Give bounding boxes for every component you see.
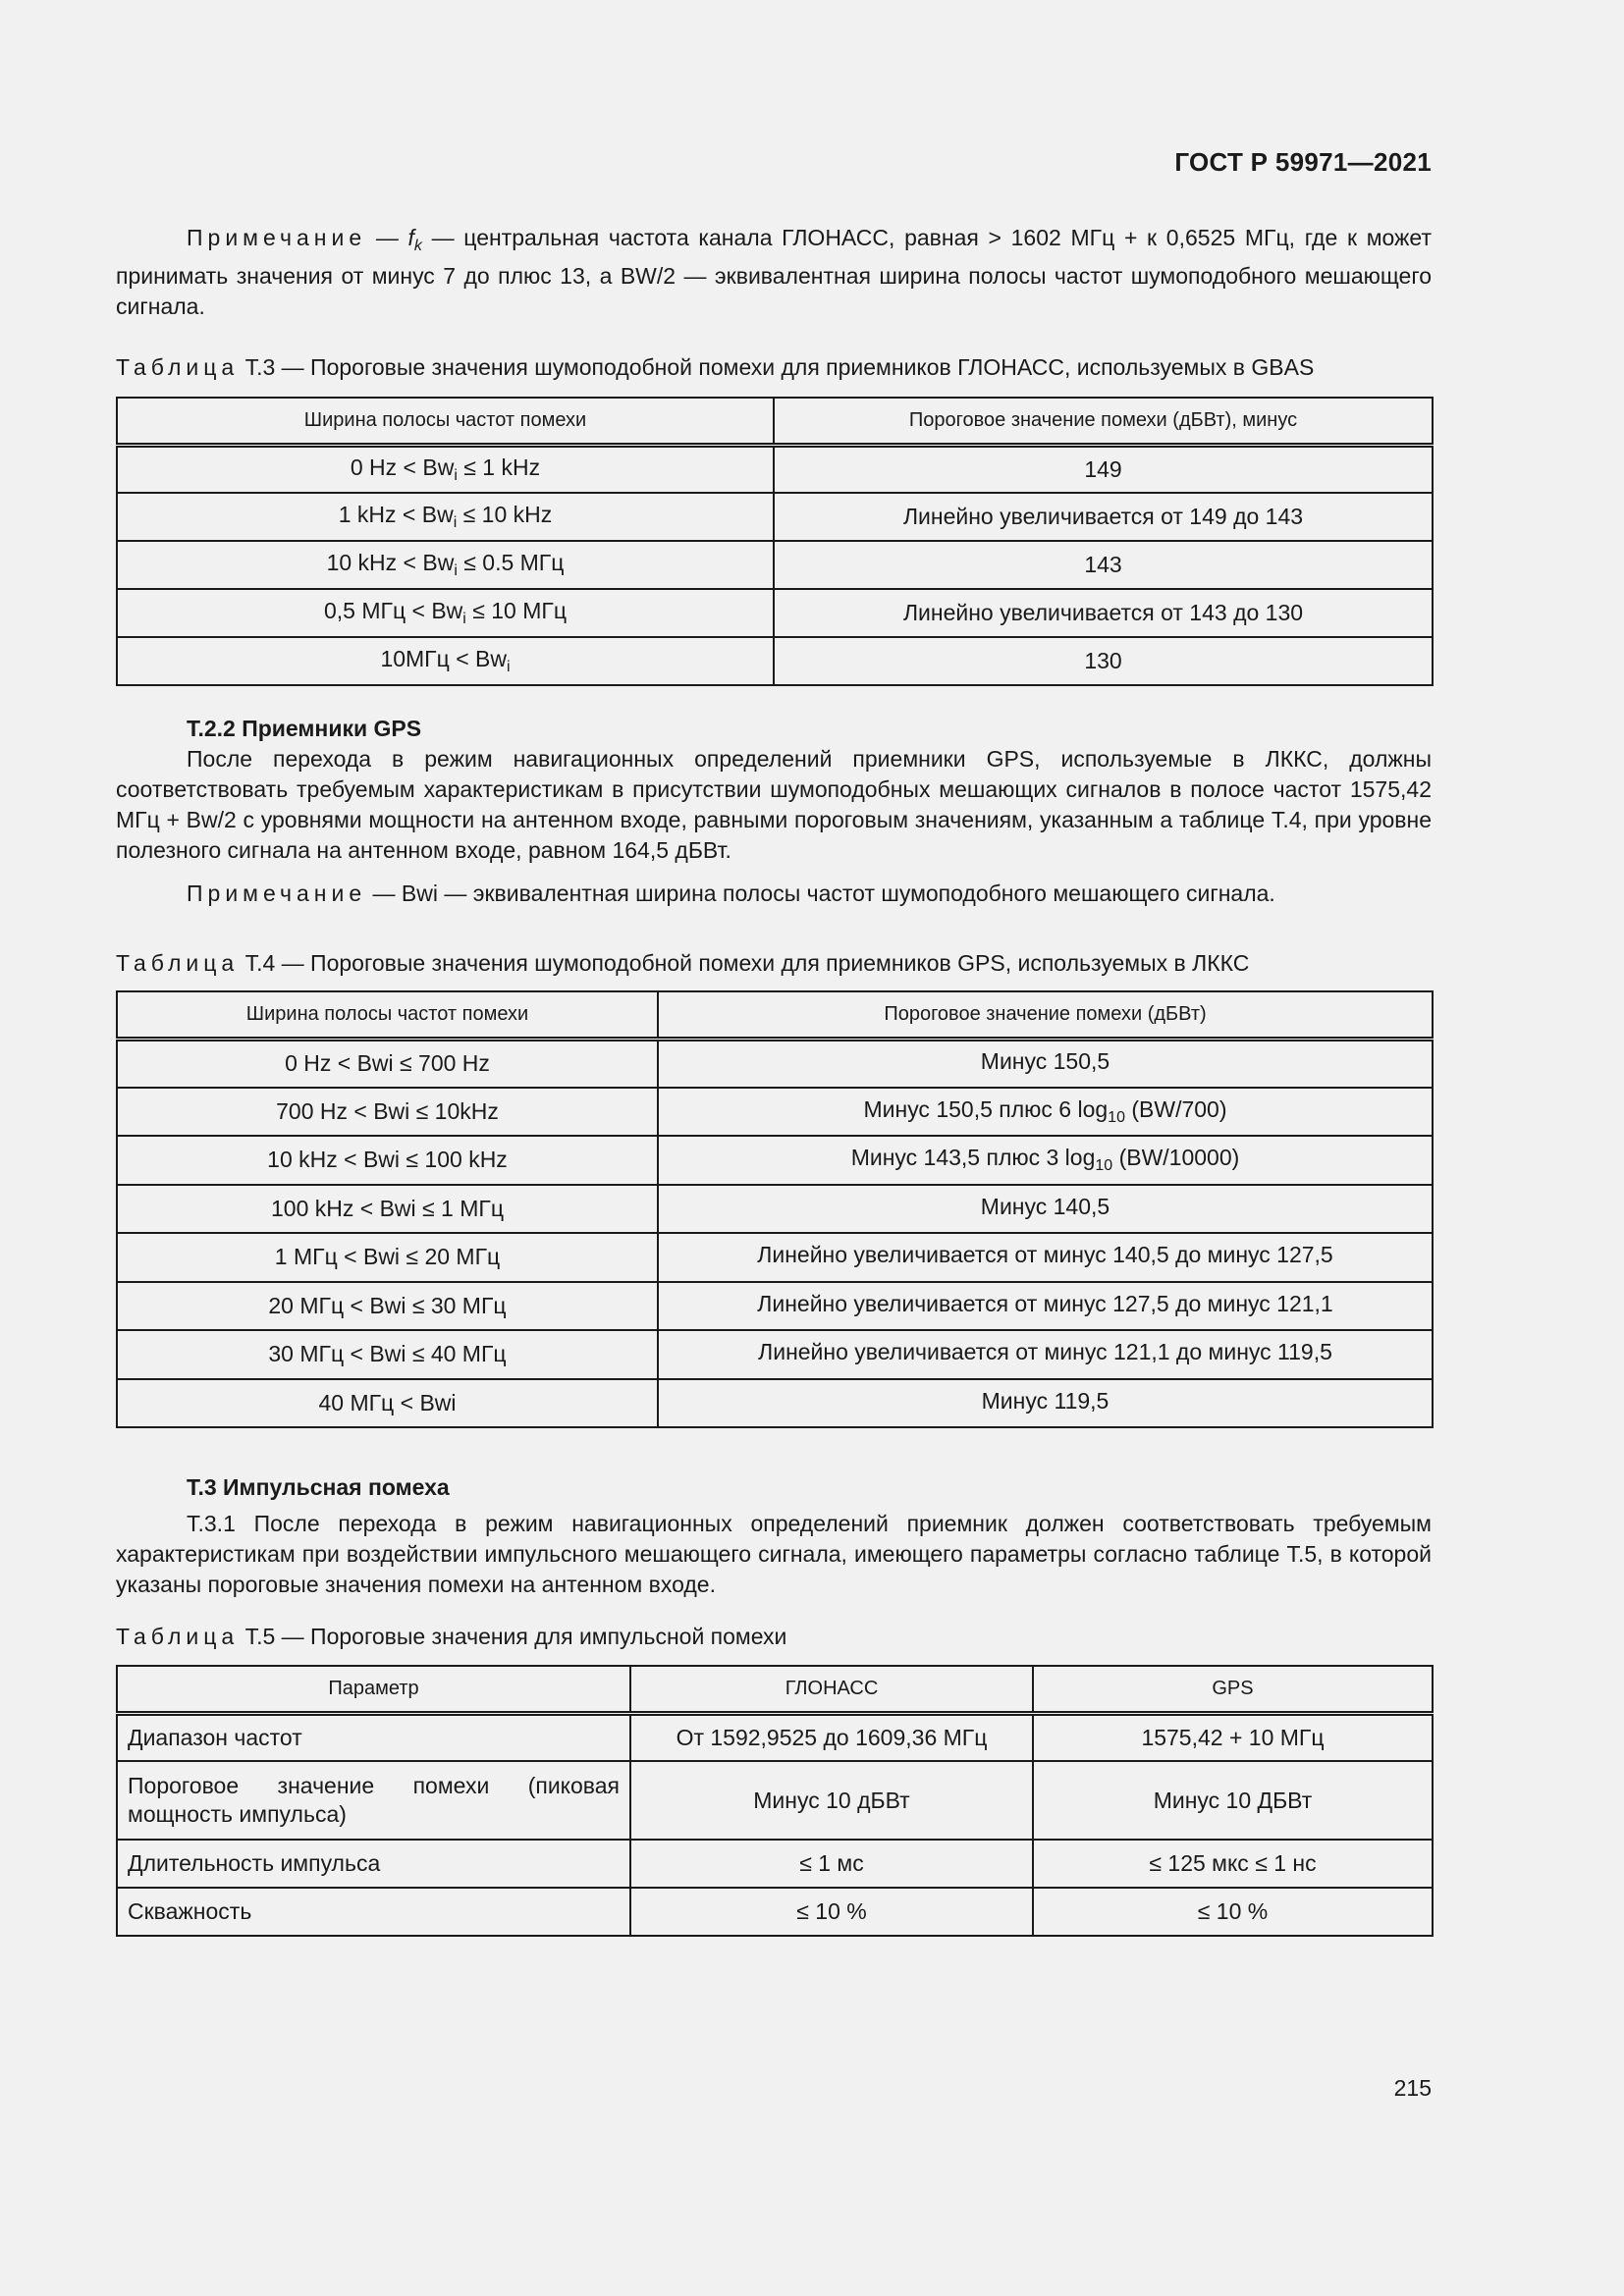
table5-header-glonass: ГЛОНАСС bbox=[630, 1666, 1033, 1713]
table4-header-bandwidth: Ширина полосы частот помехи bbox=[117, 991, 658, 1039]
table3 bbox=[116, 397, 1434, 686]
threshold-cell: Линейно увеличивается от 149 до 143 bbox=[774, 493, 1433, 541]
table4-header-threshold: Пороговое значение помехи (дБВт) bbox=[658, 991, 1433, 1039]
bandwidth-cell: 10 kHz < $Bw_i \le 0.5$ МГц bbox=[117, 541, 774, 589]
table5-header-parameter: Параметр bbox=[117, 1666, 630, 1713]
threshold-cell: 149 bbox=[774, 445, 1433, 493]
table-row bbox=[117, 1185, 1433, 1234]
section-t3-body: Т.3.1 После перехода в режим навигационных определений приемник должен соответствовать требуемым характеристикам при воздействии импульсного мешающего сигнала, имеющего параметры согласно таблице Т.5, в которой указаны пороговые значения помехи на антенном входе. bbox=[116, 1511, 1432, 1597]
threshold-cell: Линейно увеличивается от минус 127,5 до минус 121,1 bbox=[658, 1282, 1433, 1331]
threshold-cell: Минус 150,5 плюс 6 $\log_{10} (BW/700)$ bbox=[658, 1088, 1433, 1137]
table3-caption bbox=[116, 352, 1432, 383]
note-label: Примечание bbox=[187, 881, 367, 906]
threshold-cell: Минус 143,5 плюс 3 $\log_{10} (BW/10000)$ bbox=[658, 1136, 1433, 1185]
bandwidth-cell: 0,5 МГц < $Bw_i \le 10$ МГц bbox=[117, 589, 774, 637]
table-row bbox=[117, 445, 1433, 493]
bandwidth-cell: 1 МГц < Bwi ≤ 20 МГц bbox=[117, 1233, 658, 1282]
caption-label: Таблица bbox=[116, 354, 240, 380]
parameter-cell: Диапазон частот bbox=[117, 1713, 630, 1761]
table5 bbox=[116, 1665, 1434, 1937]
gps-cell: ≤ 10 % bbox=[1033, 1888, 1433, 1936]
threshold-cell: Минус 140,5 bbox=[658, 1185, 1433, 1234]
page-number: 215 bbox=[1393, 2075, 1432, 2101]
glonass-cell: От 1592,9525 до 1609,36 МГц bbox=[630, 1713, 1033, 1761]
section-title-t22: Т.2.2 Приемники GPS bbox=[187, 716, 422, 741]
table-row bbox=[117, 1088, 1433, 1137]
note-dash: — bbox=[366, 225, 408, 250]
bandwidth-cell: 100 kHz < Bwi ≤ 1 МГц bbox=[117, 1185, 658, 1234]
bandwidth-cell: 40 МГц < Bwi bbox=[117, 1379, 658, 1428]
note-label: Примечание bbox=[187, 225, 367, 250]
table5-caption bbox=[116, 1622, 1432, 1652]
note-text: — центральная частота канала ГЛОНАСС, равная > 1602 МГц + к 0,6525 МГц, где к может принимать значения от минус 7 до плюс 13, а BW/2 — эквивалентная ширина полосы частот шумоподобного мешающего сигнала. bbox=[116, 225, 1432, 319]
bandwidth-cell: 1 kHz < $Bw_i \le 10$ kHz bbox=[117, 493, 774, 541]
section-t22-body: После перехода в режим навигационных определений приемники GPS, используемые в ЛККС, должны соответствовать требуемым характеристикам в присутствии шумоподобных мешающих сигналов в полосе частот 1575,42 МГц + Bw/2 с уровнями мощности на антенном входе, равными пороговым значениям, указанным а таблице Т.4, при уровне полезного сигнала на антенном входе, равном 164,5 дБВт. bbox=[116, 746, 1432, 863]
caption-text: Т.3 — Пороговые значения шумоподобной помехи для приемников ГЛОНАСС, используемых в GBAS bbox=[239, 354, 1315, 380]
bandwidth-cell: 20 МГц < Bwi ≤ 30 МГц bbox=[117, 1282, 658, 1331]
parameter-cell: Длительность импульса bbox=[117, 1840, 630, 1888]
table-row bbox=[117, 1330, 1433, 1379]
note-paragraph bbox=[116, 223, 1432, 322]
bandwidth-cell: 0 $Hz < Bw_i \le 1$ kHz bbox=[117, 445, 774, 493]
note-text: — Bwi — эквивалентная ширина полосы частот шумоподобного мешающего сигнала. bbox=[366, 881, 1275, 906]
bandwidth-cell: $10МГц < Bw_i$ bbox=[117, 637, 774, 685]
table4 bbox=[116, 990, 1434, 1428]
gps-cell: Минус 10 ДБВт bbox=[1033, 1761, 1433, 1840]
k-subscript: k bbox=[413, 238, 422, 254]
table3-header-threshold: Пороговое значение помехи (дБВт), минус bbox=[774, 398, 1433, 445]
section-t22-note bbox=[116, 879, 1432, 909]
table5-header-gps: GPS bbox=[1033, 1666, 1433, 1713]
caption-label: Таблица bbox=[116, 1624, 240, 1649]
table-row bbox=[117, 1888, 1433, 1936]
table-row bbox=[117, 1840, 1433, 1888]
table-row bbox=[117, 1136, 1433, 1185]
table-row bbox=[117, 1379, 1433, 1428]
table-row bbox=[117, 1039, 1433, 1088]
threshold-cell: Линейно увеличивается от минус 121,1 до минус 119,5 bbox=[658, 1330, 1433, 1379]
table-row bbox=[117, 1713, 1433, 1761]
table-row bbox=[117, 1761, 1433, 1840]
parameter-cell: Пороговое значение помехи (пиковая мощность импульса) bbox=[117, 1761, 630, 1840]
threshold-cell: Минус 119,5 bbox=[658, 1379, 1433, 1428]
table-row bbox=[117, 1282, 1433, 1331]
glonass-cell: ≤ 10 % bbox=[630, 1888, 1033, 1936]
bandwidth-cell: 700 Hz < Bwi ≤ 10kHz bbox=[117, 1088, 658, 1137]
bandwidth-cell: 0 Hz < Bwi ≤ 700 Hz bbox=[117, 1039, 658, 1088]
gps-cell: 1575,42 + 10 МГц bbox=[1033, 1713, 1433, 1761]
gps-cell: ≤ 125 мкс ≤ 1 нс bbox=[1033, 1840, 1433, 1888]
parameter-cell: Скважность bbox=[117, 1888, 630, 1936]
table-row bbox=[117, 1233, 1433, 1282]
f-symbol: f bbox=[407, 225, 414, 250]
glonass-cell: Минус 10 дБВт bbox=[630, 1761, 1033, 1840]
table3-header-bandwidth: Ширина полосы частот помехи bbox=[117, 398, 774, 445]
caption-label: Таблица bbox=[116, 950, 240, 976]
section-title-t3: Т.3 Импульсная помеха bbox=[187, 1474, 450, 1500]
table-row bbox=[117, 637, 1433, 685]
table-row bbox=[117, 541, 1433, 589]
bandwidth-cell: 10 kHz < Bwi ≤ 100 kHz bbox=[117, 1136, 658, 1185]
table-row bbox=[117, 589, 1433, 637]
threshold-cell: 143 bbox=[774, 541, 1433, 589]
threshold-cell: Линейно увеличивается от 143 до 130 bbox=[774, 589, 1433, 637]
document-id: ГОСТ Р 59971—2021 bbox=[1174, 147, 1432, 177]
table-row bbox=[117, 493, 1433, 541]
bandwidth-cell: 30 МГц < Bwi ≤ 40 МГц bbox=[117, 1330, 658, 1379]
threshold-cell: Минус 150,5 bbox=[658, 1039, 1433, 1088]
threshold-cell: 130 bbox=[774, 637, 1433, 685]
glonass-cell: ≤ 1 мс bbox=[630, 1840, 1033, 1888]
table4-caption bbox=[116, 948, 1432, 979]
caption-text: Т.5 — Пороговые значения для импульсной помехи bbox=[239, 1624, 787, 1649]
threshold-cell: Линейно увеличивается от минус 140,5 до минус 127,5 bbox=[658, 1233, 1433, 1282]
caption-text: Т.4 — Пороговые значения шумоподобной помехи для приемников GPS, используемых в ЛККС bbox=[239, 950, 1250, 976]
